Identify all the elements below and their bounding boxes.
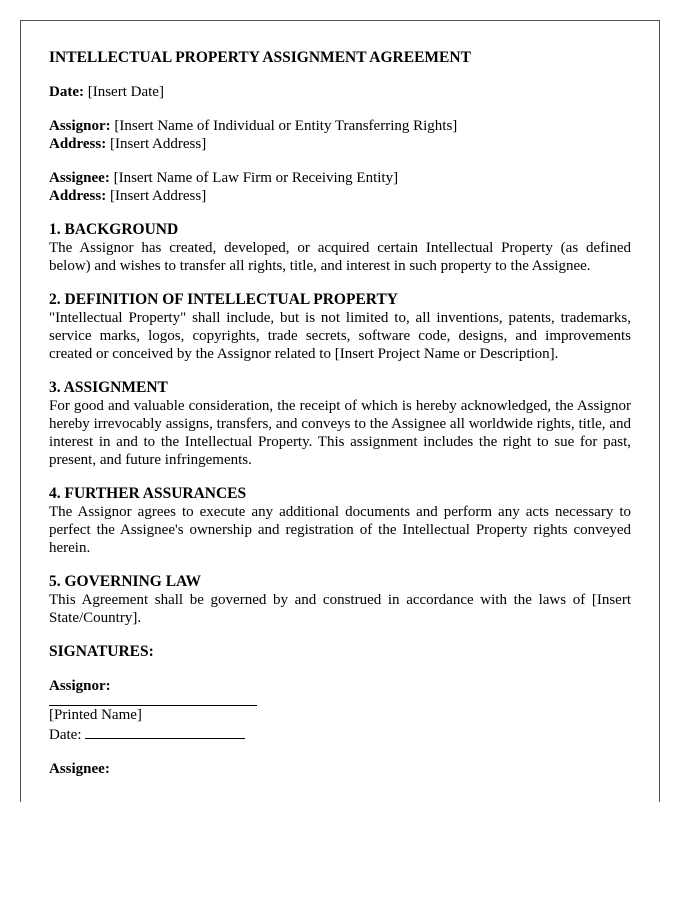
date-label: Date: <box>49 84 84 100</box>
assignor-signature-label: Assignor: <box>49 678 111 694</box>
section-body: The Assignor agrees to execute any additional documents and perform any acts necessary to perfect the Assignee's ownership and registration of the Intellectual Property rights conveyed herein. <box>49 504 631 556</box>
section-heading: 2. DEFINITION OF INTELLECTUAL PROPERTY <box>49 291 398 308</box>
assignee-signature-block <box>49 760 631 778</box>
assignor-address-value: [Insert Address] <box>109 136 207 152</box>
section-body: "Intellectual Property" shall include, but is not limited to, all inventions, patents, trademarks, service marks, logos, copyrights, trade secrets, software code, designs, and improvements created or conceived by the Assignor related to [Insert Project Name or Description]. <box>49 310 631 362</box>
section-governing-law <box>49 573 631 627</box>
printed-name: [Printed Name] <box>49 707 142 723</box>
assignee-address-value: [Insert Address] <box>109 188 207 204</box>
section-body: The Assignor has created, developed, or acquired certain Intellectual Property (as defined below) and wishes to transfer all rights, title, and interest in such property to the Assignee. <box>49 240 631 274</box>
signatures-heading-block <box>49 643 631 661</box>
assignor-address-label: Address: <box>49 136 107 152</box>
document-title: INTELLECTUAL PROPERTY ASSIGNMENT AGREEMENT <box>49 49 471 66</box>
assignee-signature-label: Assignee: <box>49 761 110 777</box>
section-definition <box>49 291 631 363</box>
section-background <box>49 221 631 275</box>
date-signature-label: Date: <box>49 727 82 743</box>
section-heading: 3. ASSIGNMENT <box>49 379 168 396</box>
section-body: This Agreement shall be governed by and construed in accordance with the laws of [Insert State/Country]. <box>49 592 631 626</box>
assignor-signature-block <box>49 677 631 744</box>
assignee-label: Assignee: <box>49 170 110 186</box>
document-page <box>20 20 660 802</box>
assignee-address-label: Address: <box>49 188 107 204</box>
section-assignment <box>49 379 631 469</box>
assignee-block <box>49 169 631 205</box>
section-heading: 1. BACKGROUND <box>49 221 179 238</box>
section-further-assurances <box>49 485 631 557</box>
assignee-value: [Insert Name of Law Firm or Receiving Entity] <box>113 170 399 186</box>
assignor-value: [Insert Name of Individual or Entity Transferring Rights] <box>114 118 458 134</box>
date-block <box>49 83 631 101</box>
assignor-label: Assignor: <box>49 118 111 134</box>
section-heading: 4. FURTHER ASSURANCES <box>49 485 247 502</box>
assignor-block <box>49 117 631 153</box>
section-body: For good and valuable consideration, the receipt of which is hereby acknowledged, the Assignor hereby irrevocably assigns, transfers, and conveys to the Assignee all worldwide rights, title, and interest in and to the Intellectual Property. This assignment includes the right to sue for past, present, and future infringements. <box>49 398 631 468</box>
section-heading: 5. GOVERNING LAW <box>49 573 202 590</box>
signatures-heading: SIGNATURES: <box>49 643 154 660</box>
date-signature-line[interactable] <box>85 724 245 739</box>
date-value: [Insert Date] <box>87 84 164 100</box>
